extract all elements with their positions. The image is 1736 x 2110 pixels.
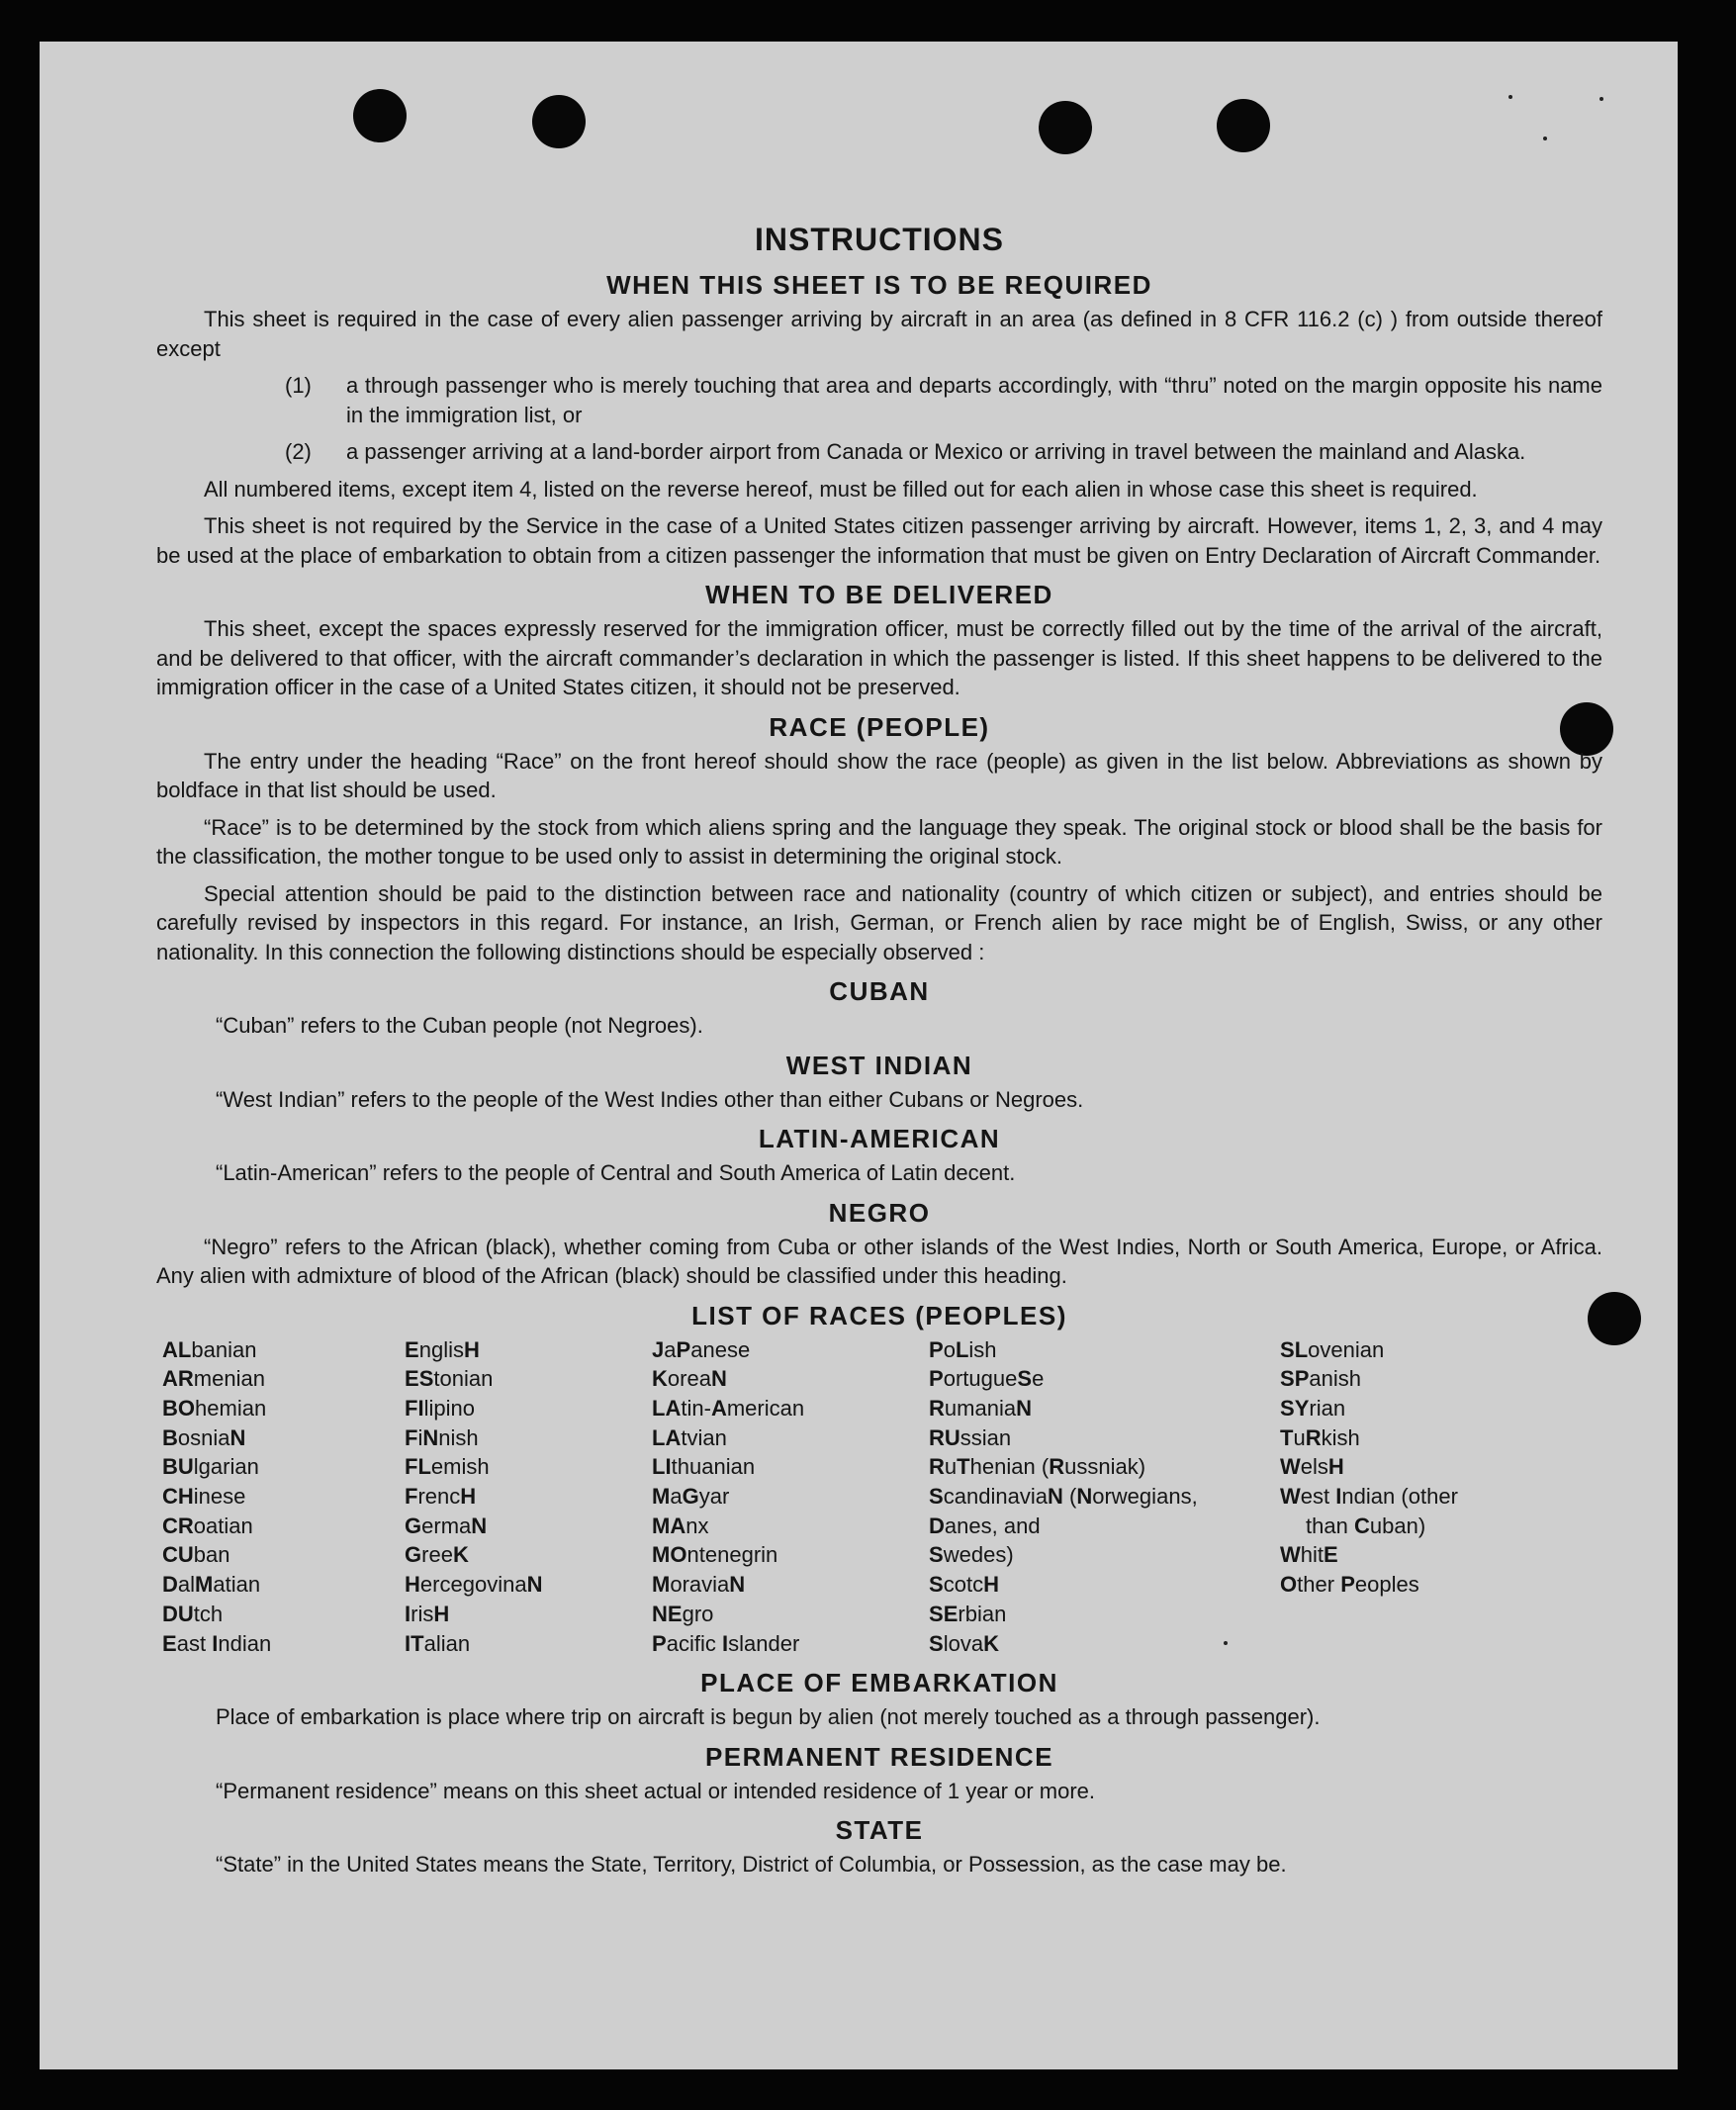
instructions-content	[156, 180, 1602, 1887]
definition: “West Indian” refers to the people of the West Indies other than either Cubans or Negroes.	[216, 1086, 1084, 1112]
race-entry: MOntenegrin	[652, 1542, 778, 1568]
item-number: (1)	[285, 373, 312, 398]
race-entry: RumaniaN	[929, 1395, 1032, 1421]
race-entry: CHinese	[162, 1484, 246, 1510]
section-heading-when-required: WHEN THIS SHEET IS TO BE REQUIRED	[606, 270, 1152, 300]
race-entry: LAtin-American	[652, 1395, 805, 1421]
race-entry: RUssian	[929, 1424, 1012, 1450]
section-heading-residence: PERMANENT RESIDENCE	[704, 1741, 1054, 1772]
numbered-item	[285, 437, 1602, 467]
definition: “Permanent residence” means on this sheet actual or intended residence of 1 year or more.	[216, 1778, 1096, 1803]
race-entry: BOhemian	[162, 1395, 267, 1421]
punch-hole	[532, 95, 586, 148]
race-entry: ALbanian	[162, 1336, 257, 1362]
race-entry: GermaN	[405, 1513, 488, 1538]
race-entry: FiNnish	[405, 1424, 479, 1450]
race-entry: KoreaN	[652, 1366, 727, 1392]
document-sheet	[40, 42, 1678, 2069]
section-heading-west-indian: WEST INDIAN	[785, 1050, 973, 1080]
punch-hole	[1039, 101, 1092, 154]
race-entry: Swedes)	[929, 1542, 1014, 1568]
race-column	[1280, 1335, 1527, 1659]
section-heading-negro: NEGRO	[828, 1197, 931, 1228]
item-text: a passenger arriving at a land-border airport from Canada or Mexico or arriving in travel between the mainland and Alaska.	[346, 439, 1526, 464]
page-title: INSTRUCTIONS	[755, 222, 1004, 257]
race-entry: IrisH	[405, 1601, 450, 1626]
definition: “Latin-American” refers to the people of Central and South America of Latin decent.	[216, 1160, 1016, 1185]
race-entry: MoraviaN	[652, 1572, 746, 1598]
race-entry: BosniaN	[162, 1424, 246, 1450]
punch-hole	[353, 89, 407, 142]
race-entry: DUtch	[162, 1601, 224, 1626]
paragraph: All numbered items, except item 4, listed on the reverse hereof, must be filled out for each alien in whose case this sheet is required.	[204, 476, 1478, 502]
race-entry: East Indian	[162, 1630, 272, 1656]
paragraph: This sheet is not required by the Service in the case of a United States citizen passenger arriving by aircraft. However, items 1, 2, 3, and 4 may be used at the place of embarkation to obtain from a citizen passenger the information that must be given on Entry Declaration of Aircraft Commander.	[156, 513, 1602, 568]
race-entry: HercegovinaN	[405, 1572, 543, 1598]
race-entry: WelsH	[1280, 1454, 1344, 1480]
race-entry: LAtvian	[652, 1424, 727, 1450]
race-entry: EStonian	[405, 1366, 494, 1392]
race-entry: DalMatian	[162, 1572, 261, 1598]
paragraph: This sheet, except the spaces expressly reserved for the immigration officer, must be correctly filled out by the time of the arrival of the aircraft, and be delivered to that officer, with the aircraft commander’s declaration in which the passenger is listed. If this sheet happens to be delivered to the immigration officer in the case of a United States citizen, it should not be preserved.	[156, 616, 1602, 699]
race-entry: MaGyar	[652, 1484, 730, 1510]
item-text: a through passenger who is merely touching that area and departs accordingly, with “thru” noted on the margin opposite his name in the immigration list, or	[346, 373, 1602, 427]
race-entry: GreeK	[405, 1542, 469, 1568]
race-entry: CUban	[162, 1542, 230, 1568]
race-entry: ITalian	[405, 1630, 471, 1656]
race-entry: Other Peoples	[1280, 1572, 1419, 1598]
race-entry: ScandinaviaN (Norwegians,	[929, 1484, 1198, 1510]
race-entry: SLovenian	[1280, 1336, 1385, 1362]
punch-hole	[1217, 99, 1270, 152]
race-entry: LIthuanian	[652, 1454, 756, 1480]
race-entry: FrencH	[405, 1484, 477, 1510]
race-entry: RuThenian (Russniak)	[929, 1454, 1146, 1480]
race-entry: MAnx	[652, 1513, 709, 1538]
race-column	[652, 1335, 929, 1659]
paragraph: “Race” is to be determined by the stock from which aliens spring and the language they speak. The original stock or blood shall be the basis for the classification, the mother tongue to be used only to assist in determining the original stock.	[156, 814, 1602, 869]
section-heading-race: RACE (PEOPLE)	[769, 711, 990, 742]
definition: Place of embarkation is place where trip on aircraft is begun by alien (not merely touched as a through passenger).	[216, 1704, 1321, 1730]
race-column	[929, 1335, 1280, 1659]
paragraph: Special attention should be paid to the distinction between race and nationality (country of which citizen or subject), and entries should be carefully revised by inspectors in this regard. For instance, an Irish, German, or French alien by race might be of English, Swiss, or any other nationality. In this connection the following distinctions should be especially observed :	[156, 880, 1602, 964]
race-entry: SErbian	[929, 1601, 1007, 1626]
section-heading-cuban: CUBAN	[829, 976, 930, 1006]
race-entry: SYrian	[1280, 1395, 1346, 1421]
race-entry: FLemish	[405, 1454, 490, 1480]
race-entry: Danes, and	[929, 1513, 1041, 1538]
race-entry: JaPanese	[652, 1336, 751, 1362]
race-entry: ScotcH	[929, 1572, 999, 1598]
paragraph: “Negro” refers to the African (black), whether coming from Cuba or other islands of the West Indies, North or South America, Europe, or Africa. Any alien with admixture of blood of the African (black) should be classified under this heading.	[156, 1234, 1602, 1288]
race-entry: CRoatian	[162, 1513, 253, 1538]
race-entry: PortugueSe	[929, 1366, 1045, 1392]
race-column	[162, 1335, 405, 1659]
definition: “State” in the United States means the State, Territory, District of Columbia, or Possession, as the case may be.	[216, 1852, 1287, 1878]
paragraph: The entry under the heading “Race” on the front hereof should show the race (people) as given in the list below. Abbreviations as shown by boldface in that list should be used.	[156, 748, 1602, 802]
race-entry: WhitE	[1280, 1542, 1338, 1568]
race-column	[405, 1335, 652, 1659]
race-entry: ARmenian	[162, 1366, 265, 1392]
definition: “Cuban” refers to the Cuban people (not Negroes).	[216, 1013, 703, 1038]
race-entry: FIlipino	[405, 1395, 475, 1421]
paragraph: This sheet is required in the case of every alien passenger arriving by aircraft in an area (as defined in 8 CFR 116.2 (c) ) from outside thereof except	[156, 307, 1602, 361]
race-entry: West Indian (other	[1280, 1484, 1458, 1510]
item-number: (2)	[285, 439, 312, 464]
section-heading-latin-american: LATIN-AMERICAN	[758, 1124, 1001, 1153]
section-heading-state: STATE	[835, 1815, 924, 1846]
section-heading-list-of-races: LIST OF RACES (PEOPLES)	[691, 1300, 1067, 1330]
race-entry: SPanish	[1280, 1366, 1362, 1392]
race-entry: EnglisH	[405, 1336, 480, 1362]
section-heading-when-delivered: WHEN TO BE DELIVERED	[705, 580, 1053, 609]
race-entry: PoLish	[929, 1336, 997, 1362]
race-entry: TuRkish	[1280, 1424, 1360, 1450]
race-entry: BUlgarian	[162, 1454, 259, 1480]
race-entry: than Cuban)	[1306, 1513, 1426, 1538]
numbered-item	[285, 371, 1602, 429]
section-heading-embarkation: PLACE OF EMBARKATION	[700, 1668, 1058, 1698]
race-entry: NEgro	[652, 1601, 714, 1626]
race-entry: Pacific Islander	[652, 1630, 800, 1656]
race-list	[162, 1335, 1602, 1659]
race-entry: SlovaK	[929, 1630, 999, 1656]
